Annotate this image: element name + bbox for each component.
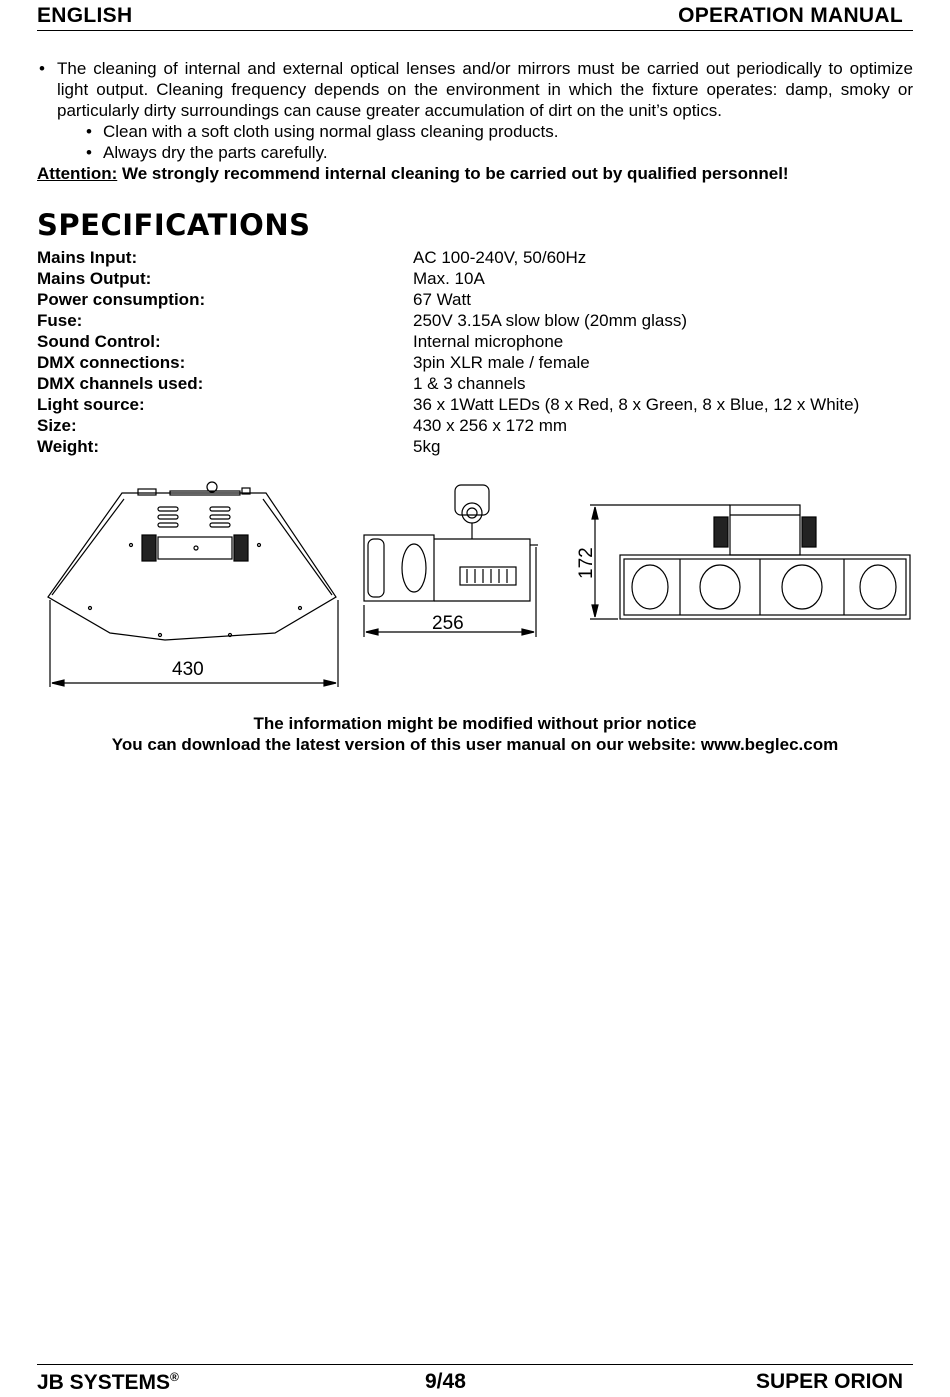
notice-line: You can download the latest version of this user manual on our website: www.beglec.com [111, 735, 839, 754]
notice [0, 713, 950, 755]
cleaning-bullet: • The cleaning of internal and external optical lenses and/or mirrors must be carried out periodically to optimize light output. Cleaning frequency depends on the environment in which the fixture operates: damp, smoky or particularly dirty surroundings can cause greater accumulation of dirt on the unit’s optics. [37, 58, 913, 121]
depth-dimension-label: 256 [432, 613, 464, 634]
spec-value: 1 & 3 channels [413, 374, 526, 393]
footer-brand [37, 1370, 179, 1395]
cleaning-sub-bullet: • Clean with a soft cloth using normal glass cleaning products. [37, 121, 913, 142]
spec-row [37, 352, 913, 373]
spec-key: Sound Control: [37, 332, 161, 351]
spec-key: Mains Input: [37, 248, 138, 267]
page-header [37, 2, 913, 31]
spec-key: Weight: [37, 437, 100, 456]
spec-key: Size: [37, 416, 77, 435]
page-footer [37, 1364, 913, 1395]
spec-key: Mains Output: [37, 269, 152, 288]
spec-row [37, 268, 913, 289]
registered-mark: ® [170, 1370, 179, 1384]
spec-key: Fuse: [37, 311, 83, 330]
spec-value: 3pin XLR male / female [413, 353, 590, 372]
spec-row [37, 373, 913, 394]
front-view [48, 482, 338, 687]
attention-note [37, 163, 913, 184]
spec-key: Power consumption: [37, 290, 206, 309]
cleaning-sub-bullet: • Always dry the parts carefully. [37, 142, 913, 163]
spec-row [37, 436, 913, 457]
spec-key: Light source: [37, 395, 145, 414]
spec-key: DMX connections: [37, 353, 186, 372]
height-dimension-label: 172 [576, 547, 597, 579]
spec-row [37, 310, 913, 331]
rear-view [590, 505, 910, 619]
spec-value: Max. 10A [413, 269, 485, 288]
spec-key: DMX channels used: [37, 374, 204, 393]
spec-row [37, 247, 913, 268]
cleaning-section [37, 58, 913, 184]
spec-value: AC 100-240V, 50/60Hz [413, 248, 587, 267]
width-dimension-label: 430 [172, 659, 204, 680]
page-number: 9/48 [425, 1370, 466, 1393]
spec-row [37, 394, 913, 415]
spec-row [37, 415, 913, 436]
spec-value: 430 x 256 x 172 mm [413, 416, 568, 435]
notice-line: The information might be modified without prior notice [253, 714, 697, 733]
footer-product: SUPER ORION [755, 1370, 903, 1393]
brand-name: JB SYSTEMS [37, 1371, 171, 1394]
specifications-title: SPECIFICATIONS [37, 208, 311, 242]
specifications-table [37, 247, 913, 457]
spec-value: Internal microphone [413, 332, 564, 351]
spec-value: 5kg [413, 437, 441, 456]
spec-value: 36 x 1Watt LEDs (8 x Red, 8 x Green, 8 x Blue, 12 x White) [413, 395, 860, 414]
spec-value: 250V 3.15A slow blow (20mm glass) [413, 311, 688, 330]
attention-text: We strongly recommend internal cleaning to be carried out by qualified personnel! [117, 164, 789, 183]
spec-row [37, 289, 913, 310]
spec-row [37, 331, 913, 352]
spec-value: 67 Watt [413, 290, 471, 309]
attention-label: Attention: [37, 164, 118, 183]
dimension-drawing [30, 475, 920, 695]
header-title: OPERATION MANUAL [678, 4, 903, 27]
header-language: ENGLISH [37, 4, 133, 27]
